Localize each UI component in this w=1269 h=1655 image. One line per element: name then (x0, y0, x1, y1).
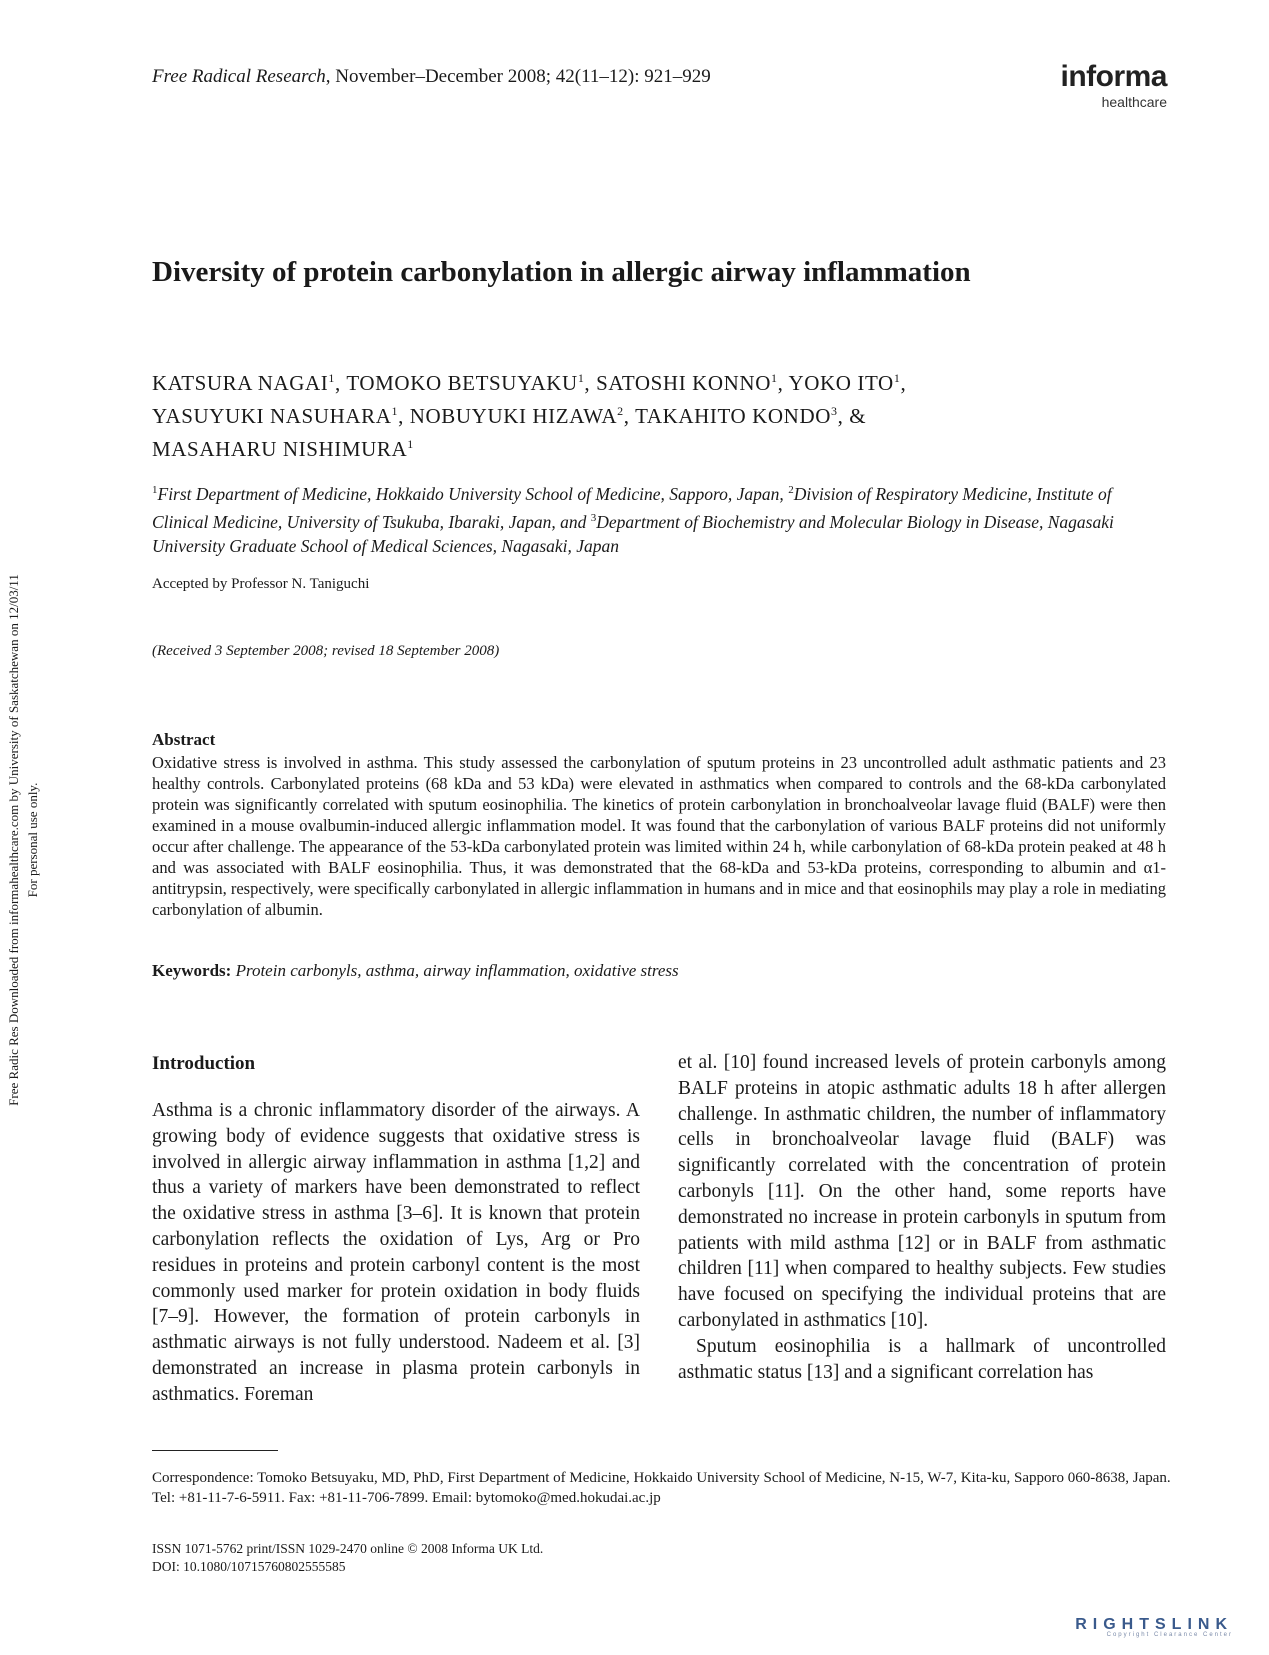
publisher-brand: informa (1060, 60, 1167, 93)
rightslink-text: RIGHTSLINK (1075, 1616, 1233, 1633)
paragraph: et al. [10] found increased levels of protein carbonyls among BALF proteins in atopic asthmatic adults 18 h after allergen challenge. In asthmatic children, the number of inflammatory cells in bronchoalveolar lavage fluid (BALF) was significantly correlated with the concentration of protein carbonyls [11]. On the other hand, some reports have demonstrated no increase in protein carbonyls in sputum from patients with mild asthma [12] or in BALF from asthmatic children [11] when compared to healthy subjects. Few studies have focused on specifying the individual proteins that are carbonylated in asthmatics [10]. (678, 1052, 1166, 1331)
introduction-heading: Introduction (152, 1053, 256, 1074)
abstract-text: Oxidative stress is involved in asthma. This study assessed the carbonylation of sputum proteins in 23 uncontrolled adult asthmatic patients and 23 healthy controls. Carbonylated proteins (68 kDa and 53 kDa) were elevated in asthmatics when compared to controls and the 68-kDa carbonylated protein was significantly correlated with sputum eosinophilia. The kinetics of protein carbonylation in bronchoalveolar lavage fluid (BALF) were then examined in a mouse ovalbumin-induced allergic inflammation model. It was found that the carbonylation of various BALF proteins did not uniformly occur after challenge. The appearance of the 53-kDa carbonylated protein was limited within 24 h, while carbonylation of 68-kDa protein peaked at 48 h and was associated with BALF eosinophilia. Thus, it was demonstrated that the 68-kDa and 53-kDa proteins, corresponding to albumin and α1-antitrypsin, respectively, were specifically carbonylated in allergic inflammation in humans and in mice and that eosinophils may play a role in mediating carbonylation of albumin. (152, 753, 1166, 919)
author: , TAKAHITO KONDO (623, 404, 831, 428)
journal-issue: , November–December 2008; 42(11–12): 921–929 (325, 66, 711, 87)
keywords-label: Keywords: (152, 961, 232, 980)
keywords (152, 961, 679, 981)
issn: ISSN 1071-5762 print/ISSN 1029-2470 online © 2008 Informa UK Ltd. (152, 1541, 544, 1556)
abstract-heading: Abstract (152, 730, 216, 749)
rightslink-logo[interactable] (1075, 1616, 1233, 1638)
publisher-sub: healthcare (1101, 94, 1167, 110)
introduction-left-column: Asthma is a chronic inflammatory disorder of the airways. A growing body of evidence suggests that oxidative stress is involved in allergic airway inflammation in asthma [1,2] and thus a variety of markers have been demonstrated to reflect the oxidative stress in asthma [3–6]. It is known that protein carbonylation reflects the oxidation of Lys, Arg or Pro residues in proteins and protein carbonyl content is the most commonly used marker for protein oxidation in body fluids [7–9]. However, the formation of protein carbonyls in asthmatic airways is not fully understood. Nadeem et al. [3] demonstrated an increase in plasma protein carbonyls in asthmatics. Foreman (152, 1100, 640, 1405)
author: , NOBUYUKI HIZAWA (398, 404, 618, 428)
publication-info (152, 1540, 543, 1576)
watermark-line-2: For personal use only. (25, 782, 40, 898)
watermark-line-1: Free Radic Res Downloaded from informahealthcare.com by University of Saskatchewan on 12/03/11 (6, 574, 21, 1106)
keywords-text: Protein carbonyls, asthma, airway inflammation, oxidative stress (235, 961, 679, 980)
author: MASAHARU NISHIMURA (152, 437, 408, 461)
publisher-logo[interactable] (1060, 62, 1167, 110)
doi[interactable]: DOI: 10.1080/10715760802555585 (152, 1559, 346, 1574)
correspondence: Correspondence: Tomoko Betsuyaku, MD, PhD, First Department of Medicine, Hokkaido University School of Medicine, N-15, W-7, Kita-ku, Sapporo 060-8638, Japan. Tel: +81-11-7-6-5911. Fax: +81-11-706-7899. Email: bytomoko@med.hokudai.ac.jp (152, 1470, 1171, 1506)
author-list: KATSURA NAGAI$^1$, TOMOKO BETSUYAKU$^1$, SATOSHI KONNO$^1$, YOKO ITO$^1$, YASUYUKI NASUHARA$^1$, NOBUYUKI HIZAWA$^2$, TAKAHITO KONDO$^3$, & MASAHARU NISHIMURA$^1$ (152, 371, 907, 461)
rightslink-subtext: Copyright Clearance Center (1106, 1632, 1233, 1638)
article-title: Diversity of protein carbonylation in allergic airway inflammation (152, 256, 971, 288)
author: YASUYUKI NASUHARA (152, 404, 392, 428)
download-watermark (4, 490, 46, 1190)
journal-name: Free Radical Research (152, 66, 326, 87)
author: , TOMOKO BETSUYAKU (335, 371, 578, 395)
footnote-divider (152, 1450, 278, 1451)
author: KATSURA NAGAI (152, 371, 329, 395)
affiliations: $^1$First Department of Medicine, Hokkaido University School of Medicine, Sapporo, Japan, $^2$Division of Respiratory Medicine, Institute of Clinical Medicine, University of Tsukuba, Ibaraki, Japan, and $^3$Department of Biochemistry and Molecular Biology in Disease, Nagasaki University Graduate School of Medical Sciences, Nagasaki, Japan (152, 483, 1114, 556)
introduction-right-column (678, 1050, 1166, 1385)
author: , SATOSHI KONNO (584, 371, 771, 395)
paragraph: Sputum eosinophilia is a hallmark of uncontrolled asthmatic status [13] and a significant correlation has (678, 1335, 1166, 1383)
author: , YOKO ITO (777, 371, 894, 395)
accepted-by: Accepted by Professor N. Taniguchi (152, 576, 370, 592)
received-dates: (Received 3 September 2008; revised 18 September 2008) (152, 643, 500, 659)
journal-citation (152, 66, 711, 88)
